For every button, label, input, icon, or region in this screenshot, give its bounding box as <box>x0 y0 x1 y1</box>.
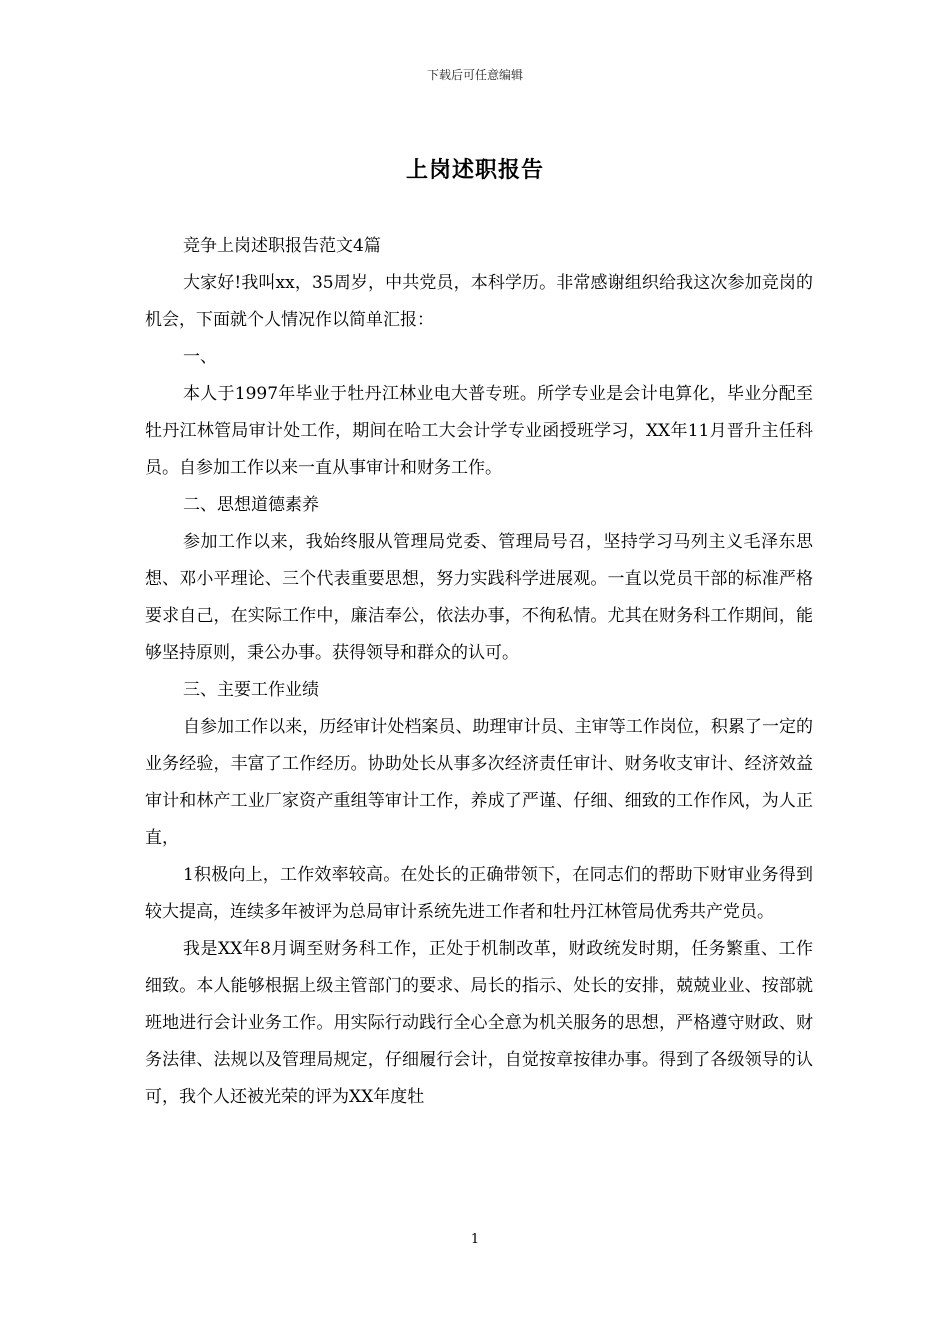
paragraph-achievements-cont: 1积极向上，工作效率较高。在处长的正确带领下，在同志们的帮助下财审业务得到较大提高，连续多年被评为总局审计系统先进工作者和牡丹江林管局优秀共产党员。 <box>145 865 813 922</box>
document-body <box>145 228 813 1116</box>
document-title: 上岗述职报告 <box>405 157 544 183</box>
paragraph-achievements: 自参加工作以来，历经审计处档案员、助理审计员、主审等工作岗位，积累了一定的业务经验，丰富了工作经历。协助处长从事多次经济责任审计、财务收支审计、经济效益审计和林产工业厂家资产重组等审计工作，养成了严谨、仔细、细致的工作作风，为人正直， <box>145 717 813 848</box>
section-heading-1: 一、 <box>183 347 217 367</box>
section-heading-3: 三、主要工作业绩 <box>183 680 319 700</box>
paragraph-background: 本人于1997年毕业于牡丹江林业电大普专班。所学专业是会计电算化，毕业分配至牡丹江林管局审计处工作，期间在哈工大会计学专业函授班学习，XX年11月晋升主任科员。自参加工作以来一直从事审计和财务工作。 <box>145 384 813 478</box>
paragraph-ethics: 参加工作以来，我始终服从管理局党委、管理局号召，坚持学习马列主义毛泽东思想、邓小平理论、三个代表重要思想，努力实践科学进展观。一直以党员干部的标准严格要求自己，在实际工作中，廉洁奉公，依法办事，不徇私情。尤其在财务科工作期间，能够坚持原则，秉公办事。获得领导和群众的认可。 <box>145 532 813 663</box>
paragraph-greeting: 大家好!我叫xx，35周岁，中共党员，本科学历。非常感谢组织给我这次参加竞岗的机会，下面就个人情况作以简单汇报： <box>145 273 813 330</box>
paragraph-finance-work: 我是XX年8月调至财务科工作，正处于机制改革，财政统发时期，任务繁重、工作细致。本人能够根据上级主管部门的要求、局长的指示、处长的安排，兢兢业业、按部就班地进行会计业务工作。用实际行动践行全心全意为机关服务的思想，严格遵守财政、财务法律、法规以及管理局规定，仔细履行会计，自觉按章按律办事。得到了各级领导的认可，我个人还被光荣的评为XX年度牡 <box>145 939 813 1107</box>
page-number: 1 <box>470 1232 480 1247</box>
paragraph-subtitle: 竞争上岗述职报告范文4篇 <box>183 236 381 256</box>
section-heading-2: 二、思想道德素养 <box>183 495 319 515</box>
page-header: 下载后可任意编辑 <box>426 68 523 82</box>
